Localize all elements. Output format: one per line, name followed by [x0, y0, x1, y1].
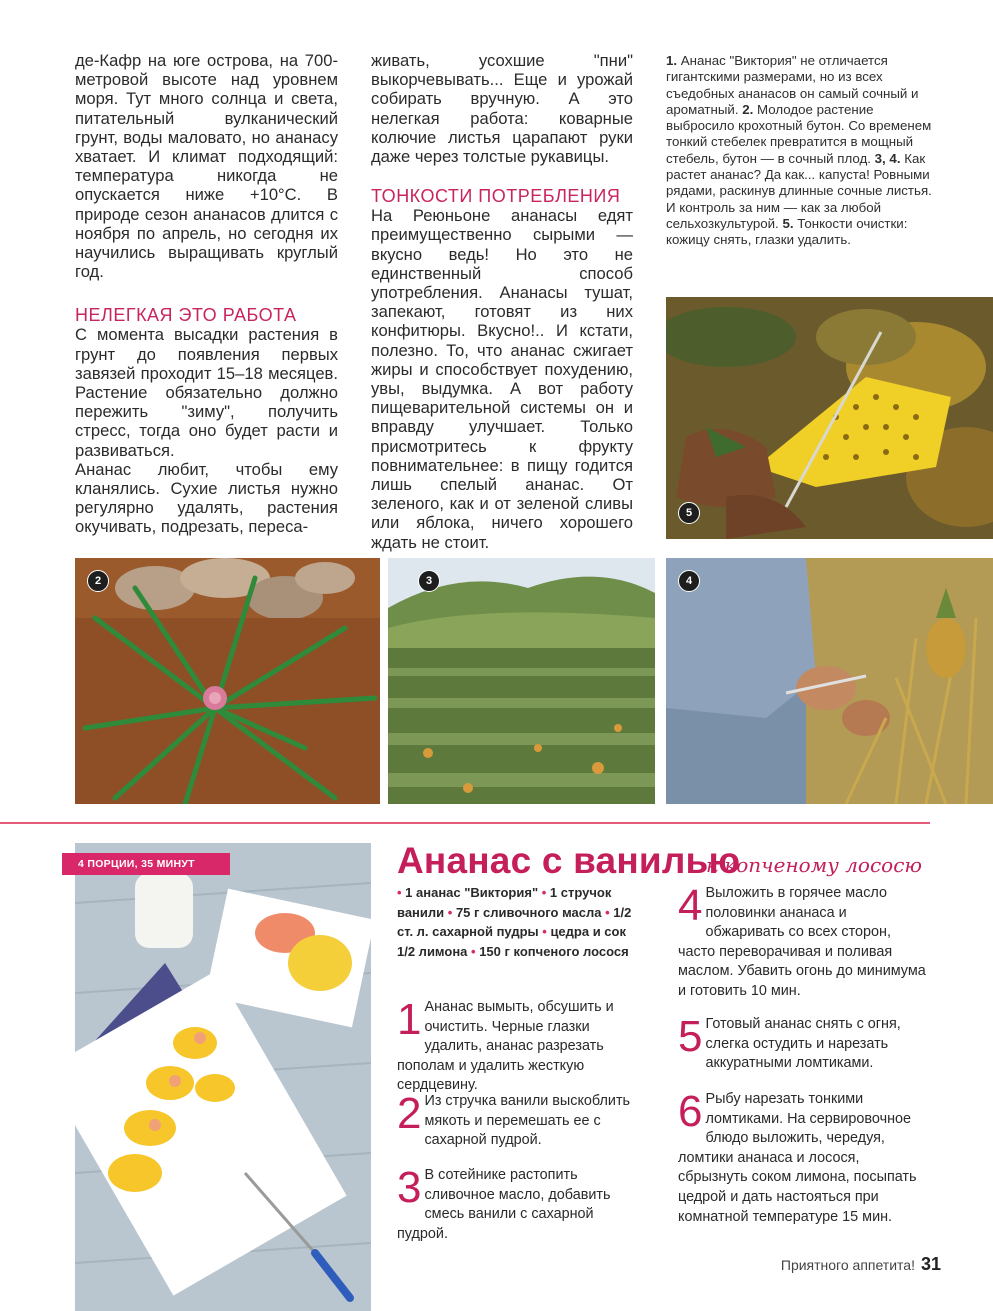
caption-text-1: Ананас "Виктория" не отличается гигантскими размерами, но из всех съедобных ананасов он самый сочный и ароматный. — [666, 53, 919, 117]
column2-paragraph-1: живать, усохшие "пни" выкорчевывать... Еще и урожай собирать вручную. А это нелегкая работа: коварные колючие листья царапают руки даже через толстые рукавицы. — [371, 51, 633, 167]
section-heading-consumption: ТОНКОСТИ ПОТРЕБЛЕНИЯ — [371, 186, 621, 207]
bullet: • — [447, 904, 456, 920]
recipe-step-1 — [397, 995, 647, 1096]
recipe-title: Ананас с ванилью — [397, 840, 741, 881]
bullet: • — [541, 885, 550, 900]
ingredient-2: 1 стручок ванили — [397, 885, 612, 920]
bullet: • — [605, 904, 614, 920]
step-number: 3 — [397, 1163, 422, 1212]
photo-caption — [666, 53, 934, 249]
step-number: 6 — [678, 1087, 703, 1136]
bullet: • — [542, 924, 551, 939]
text-column-2 — [371, 51, 633, 552]
recipe-dish-image — [75, 843, 371, 1311]
caption-text-2: Молодое растение выбросило крохотный бутон. Со временем тонкий стебелек превратится в мощный стебель, бутон — в сочный плод. — [666, 101, 932, 166]
column2-paragraph-2: На Реюньоне ананасы едят преимущественно сырыми — вкусно ведь! Но это не единственный способ употребления. Ананасы тушат, запекают, готовят из них конфитюры. Вкусно!.. И кстати, полезно. То, что ананас сжигает жиры и способствует похудению, увы, выдумка. А вот работу пищеварительной системы он и вправду улучшает. Только присмотритесь к фрукту повнимательнее: в пищу годится лишь спелый ананас. От зеленого, как и от зеленой сливы или яблока, ничего хорошего ждать не стоит. — [371, 206, 633, 552]
ingredient-1: 1 ананас "Виктория" — [405, 885, 539, 900]
bullet: • — [471, 943, 480, 959]
text-column-1 — [75, 51, 338, 537]
recipe-step-3 — [397, 1163, 647, 1244]
caption-text-5: Тонкости очистки: кожицу снять, глазки удалить. — [666, 215, 908, 248]
photo-farmer-inspecting — [666, 558, 993, 804]
recipe-step-2 — [397, 1089, 647, 1151]
ingredient-4: 1/2 ст. л. сахарной пудры — [397, 904, 632, 939]
column1-paragraph-1: де-Кафр на юге острова, на 700-метровой высоте над уровнем моря. Тут много солнца и света, питательный вулканический грунт, воды маловато, но ананасу хватает. И климат подходящий: температура никогда не опускается ниже +10°С. В природе сезон ананасов длится с ноября по апрель, но сегодня их научились выращивать круглый год. — [75, 51, 338, 282]
ingredients-list — [397, 883, 637, 961]
step-text: В сотейнике растопить сливочное масло, добавить смесь ванили с сахарной пудрой. — [397, 1167, 611, 1242]
ingredient-6: 150 г копченого лосося — [479, 943, 629, 959]
caption-number-3-4: 3, 4. — [874, 150, 901, 166]
caption-number-1: 1. — [666, 53, 678, 68]
step-number: 5 — [678, 1012, 703, 1061]
bullet: • — [397, 885, 406, 900]
caption-number-5: 5. — [782, 215, 794, 231]
plantation-image — [388, 558, 655, 804]
young-plant-image — [75, 558, 380, 804]
step-number: 1 — [397, 995, 422, 1044]
step-number: 2 — [397, 1089, 422, 1138]
recipe-step-4 — [678, 881, 928, 1002]
recipe-photo — [75, 843, 371, 1311]
photo-young-pineapple-plant — [75, 558, 380, 804]
footer-text: Приятного аппетита! — [780, 1257, 915, 1273]
peeling-pineapple-image — [666, 297, 993, 539]
step-text: Выложить в горячее масло половинки ананаса и обжаривать со всех сторон, часто переворачивая и поливая маслом. Убавить огонь до минимума и готовить 10 мин. — [678, 885, 926, 999]
column1-paragraph-3: Ананас любит, чтобы ему кланялись. Сухие листья нужно регулярно удалять, растения окучивать, подрезать, переса- — [75, 459, 338, 537]
farmer-image — [666, 558, 993, 804]
step-number: 4 — [678, 881, 703, 930]
caption-number-2: 2. — [742, 101, 754, 117]
photo-number-3-badge: 3 — [418, 570, 440, 592]
section-heading-hard-work: НЕЛЕГКАЯ ЭТО РАБОТА — [75, 305, 297, 326]
photo-number-4-badge: 4 — [678, 570, 700, 592]
caption-text-3-4: Как растет ананас? Да как... капуста! Ровными рядами, раскинув длинные сочные листья. И контроль за ним — как за любой сельхозкультурой. — [666, 150, 932, 231]
page-footer — [781, 1254, 941, 1275]
recipe-subtitle: к копченому лососю — [706, 853, 923, 877]
servings-time-tag: 4 ПОРЦИИ, 35 МИНУТ — [62, 853, 230, 875]
recipe-step-5 — [678, 1012, 928, 1074]
step-text: Рыбу нарезать тонкими ломтиками. На сервировочное блюдо выложить, чередуя, ломтики ананаса и лосося, сбрызнуть соком лимона, посыпать цедрой и дать настояться при комнатной температуре 15 мин. — [678, 1091, 917, 1225]
step-text: Готовый ананас снять с огня, слегка остудить и нарезать аккуратными ломтиками. — [705, 1016, 901, 1072]
step-text: Ананас вымыть, обсушить и очистить. Черные глазки удалить, ананас разрезать пополам и удалить жесткую сердцевину. — [397, 999, 614, 1094]
page-number: 31 — [920, 1254, 941, 1274]
ingredient-5: цедра и сок 1/2 лимона — [397, 924, 626, 959]
photo-pineapple-plantation — [388, 558, 655, 804]
photo-number-5-badge: 5 — [678, 502, 700, 524]
photo-number-2-badge: 2 — [87, 570, 109, 592]
step-text: Из стручка ванили выскоблить мякоть и перемешать ее с сахарной пудрой. — [424, 1093, 631, 1149]
photo-peeling-pineapple — [666, 297, 993, 539]
section-divider — [0, 822, 930, 824]
ingredient-3: 75 г сливочного масла — [455, 904, 602, 920]
column1-paragraph-2: С момента высадки растения в грунт до появления первых завязей проходит 15–18 месяцев. Растение обязательно должно пережить "зиму", получить стресс, тогда оно будет расти и развиваться. — [75, 325, 338, 460]
recipe-step-6 — [678, 1087, 928, 1227]
